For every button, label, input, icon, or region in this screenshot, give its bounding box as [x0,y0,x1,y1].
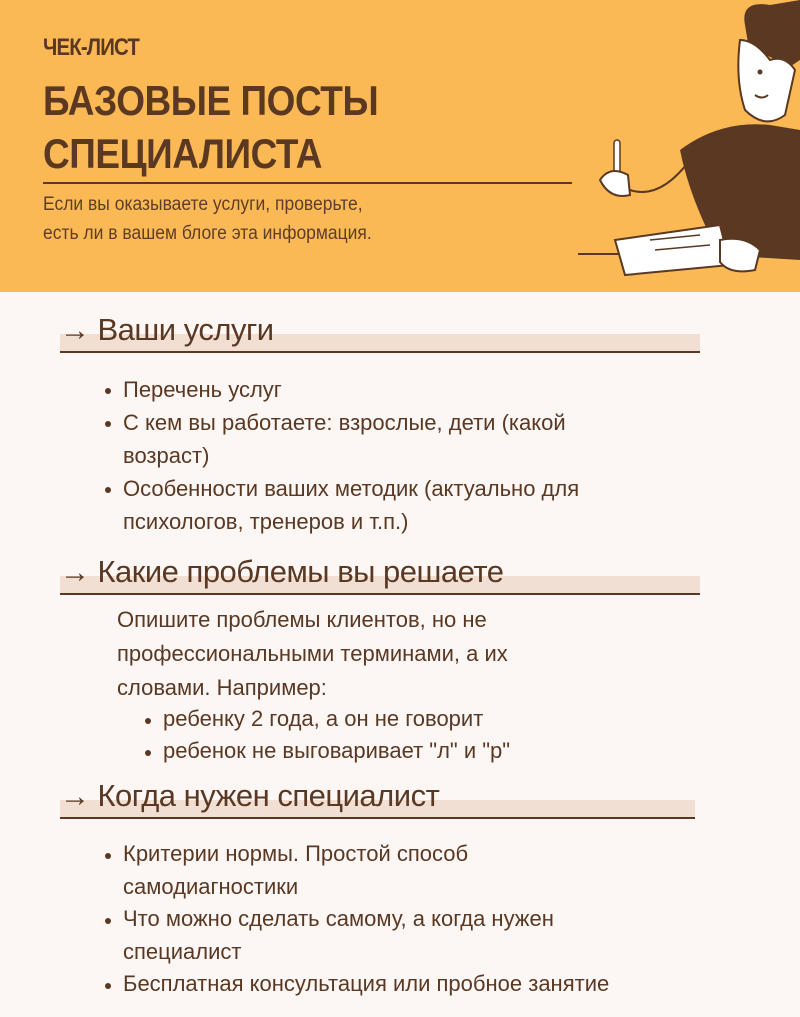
services-list [105,373,625,538]
title-line: БАЗОВЫЕ ПОСТЫ [43,77,379,124]
heading-label: Какие проблемы вы решаете [97,554,504,589]
heading-text [60,778,439,814]
kicker: ЧЕК-ЛИСТ [43,34,140,61]
heading-underline [60,351,700,353]
specialist-list [105,838,725,1001]
list-item: Перечень услуг [105,373,625,406]
page-title [43,74,378,180]
section-heading-when-needed [60,778,695,822]
list-item: ребенок не выговаривает "л" и "р" [145,735,665,767]
arrow-right-icon: → [60,556,90,589]
list-item: Особенности ваших методик (актуально для психологов, тренеров и т.п.) [105,472,633,538]
list-item: С кем вы работаете: взрослые, дети (какой возраст) [105,406,593,472]
heading-underline [60,593,700,595]
heading-text [60,554,503,590]
problems-description [117,603,508,705]
person-illustration [570,0,800,292]
paragraph-line: словами. Например: [117,675,327,700]
list-item: ребенку 2 года, а он не говорит [145,703,665,735]
arrow-right-icon: → [60,314,90,347]
list-item: Критерии нормы. Простой способ самодиагностики [105,838,563,903]
divider [43,182,572,184]
heading-text [60,312,274,348]
heading-label: Ваши услуги [97,312,274,347]
subtitle-line: Если вы оказываете услуги, проверьте, [43,194,363,215]
examples-list [145,703,665,767]
section-heading-services [60,312,700,356]
paragraph-line: Опишите проблемы клиентов, но не [117,607,487,632]
section-heading-problems [60,554,700,598]
header-banner [0,0,800,292]
subtitle [43,190,372,248]
subtitle-line: есть ли в вашем блоге эта информация. [43,223,372,244]
arrow-right-icon: → [60,780,90,813]
heading-label: Когда нужен специалист [97,778,440,813]
title-line: СПЕЦИАЛИСТА [43,130,322,177]
heading-underline [60,817,695,819]
paragraph-line: профессиональными терминами, а их [117,641,508,666]
list-item: Бесплатная консультация или пробное занятие [105,968,725,1001]
list-item: Что можно сделать самому, а когда нужен специалист [105,903,663,968]
